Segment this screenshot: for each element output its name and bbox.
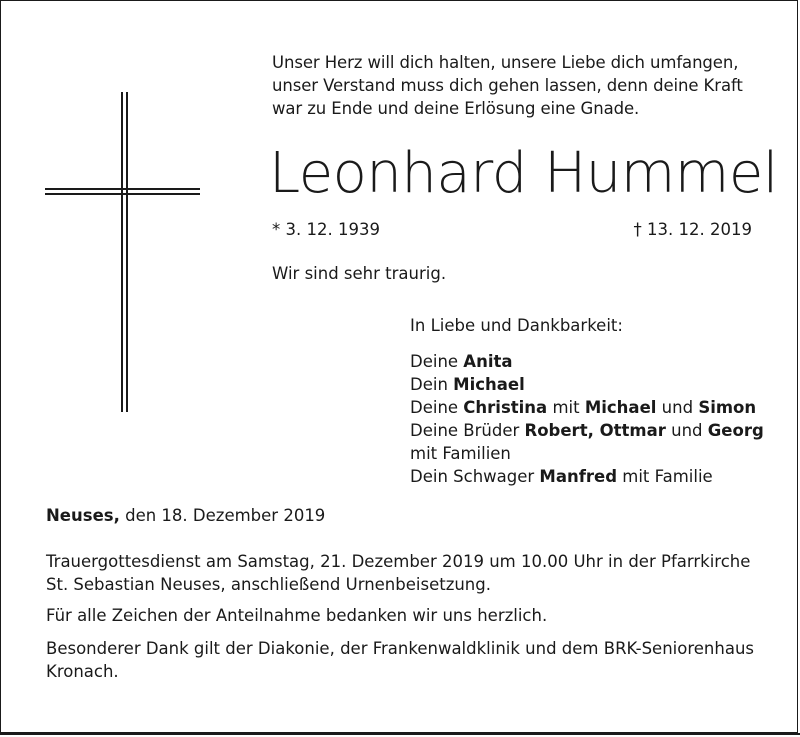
verse-line: war zu Ende und deine Erlösung eine Gnade. xyxy=(272,99,640,118)
family-member-name: Michael xyxy=(453,375,525,394)
family-text: Dein xyxy=(410,375,454,394)
family-line xyxy=(410,419,764,442)
death-date: † 13. 12. 2019 xyxy=(633,220,752,239)
family-line xyxy=(410,373,764,396)
family-member-name: Christina xyxy=(463,398,548,417)
family-line xyxy=(410,465,764,488)
family-signatures xyxy=(410,314,764,488)
family-text: mit xyxy=(547,398,585,417)
family-member-name: Robert, Ottmar xyxy=(524,421,666,440)
family-text: mit Familien xyxy=(410,444,511,463)
family-member-name: Georg xyxy=(707,421,764,440)
cross-icon xyxy=(45,92,200,412)
family-text: Deine xyxy=(410,352,464,371)
family-text: Deine xyxy=(410,398,464,417)
family-member-name: Simon xyxy=(698,398,757,417)
family-member-name: Anita xyxy=(463,352,513,371)
place-date-text: den 18. Dezember 2019 xyxy=(125,506,326,525)
family-text: mit Familie xyxy=(617,467,713,486)
family-member-name: Manfred xyxy=(539,467,618,486)
family-list xyxy=(410,350,764,488)
special-thanks-line: Besonderer Dank gilt der Diakonie, der Frankenwaldklinik und dem BRK-Seniorenhaus xyxy=(46,639,754,658)
family-line xyxy=(410,396,764,419)
birth-date: * 3. 12. 1939 xyxy=(272,220,380,239)
service-line: St. Sebastian Neuses, anschließend Urnenbeisetzung. xyxy=(46,575,491,594)
family-member-name: Michael xyxy=(584,398,657,417)
place-name: Neuses, xyxy=(46,506,120,525)
family-line xyxy=(410,442,764,465)
family-text: und xyxy=(656,398,699,417)
family-text: Deine Brüder xyxy=(410,421,525,440)
place-date xyxy=(46,506,325,525)
family-text: und xyxy=(665,421,708,440)
deceased-name: Leonhard Hummel xyxy=(269,141,778,206)
bottom-border xyxy=(0,733,800,735)
service-line: Trauergottesdienst am Samstag, 21. Dezember 2019 um 10.00 Uhr in der Pfarrkirche xyxy=(46,552,751,571)
verse xyxy=(272,51,772,120)
verse-line: unser Verstand muss dich gehen lassen, denn deine Kraft xyxy=(272,76,743,95)
special-thanks xyxy=(46,637,766,683)
thanks-text: Für alle Zeichen der Anteilnahme bedanken wir uns herzlich. xyxy=(46,606,548,625)
service-info xyxy=(46,550,766,596)
family-text: Dein Schwager xyxy=(410,467,540,486)
special-thanks-line: Kronach. xyxy=(46,662,119,681)
family-intro: In Liebe und Dankbarkeit: xyxy=(410,316,623,335)
family-line xyxy=(410,350,764,373)
condolence-line: Wir sind sehr traurig. xyxy=(272,264,447,283)
verse-line: Unser Herz will dich halten, unsere Liebe dich umfangen, xyxy=(272,53,739,72)
